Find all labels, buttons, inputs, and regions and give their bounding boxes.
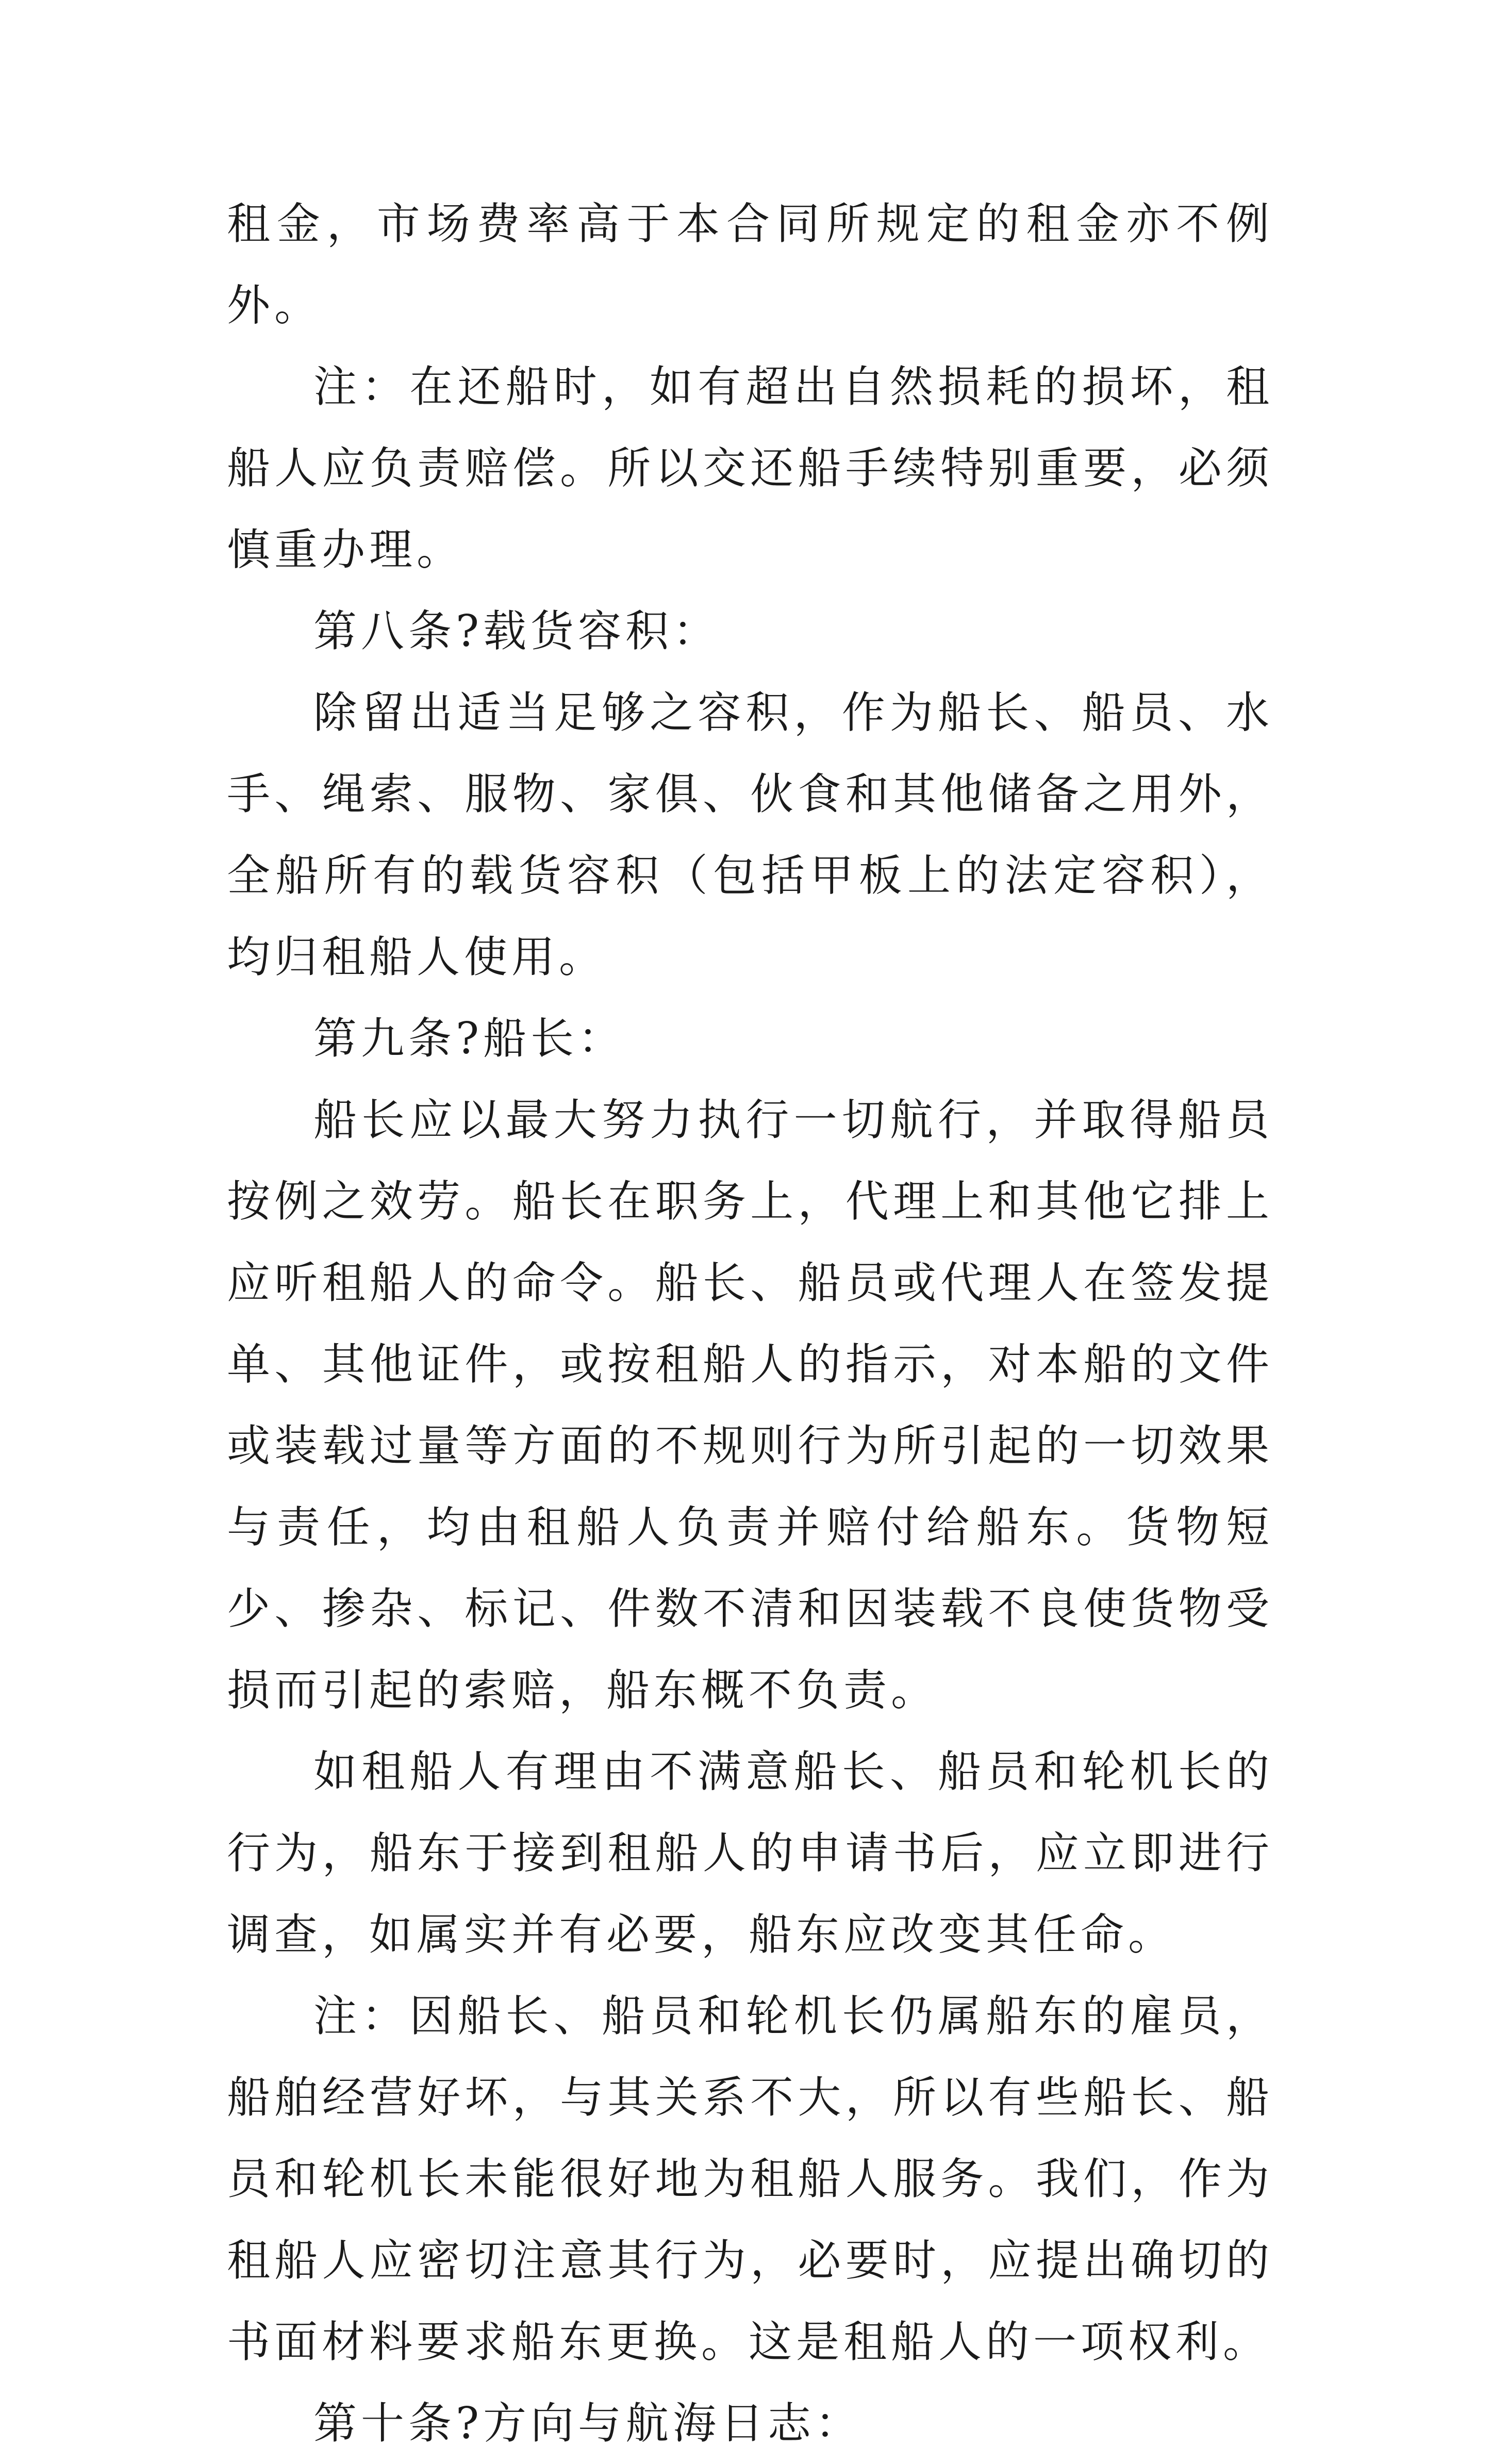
paragraph-article-8-body: 除留出适当足够之容积，作为船长、船员、水手、绳索、服物、家俱、伙食和其他储备之用外，全船所有的载货容积（包括甲板上的法定容积），均归租船人使用。 bbox=[227, 687, 1273, 982]
paragraph-note-crew: 注：因船长、船员和轮机长仍属船东的雇员，船舶经营好坏，与其关系不大，所以有些船长、船员和轮机长未能很好地为租船人服务。我们，作为租船人应密切注意其行为，必要时，应提出确切的书面材料要求船东更换。这是租船人的一项权利。 bbox=[227, 1991, 1273, 2367]
heading-article-10: 第十条?方向与航海日志： bbox=[313, 2398, 863, 2449]
heading-article-9: 第九条?船长： bbox=[313, 1013, 626, 1064]
paragraph-rent-continuation: 租金，市场费率高于本合同所规定的租金亦不例外。 bbox=[227, 199, 1273, 330]
paragraph-note-return: 注：在还船时，如有超出自然损耗的损坏，租船人应负责赔偿。所以交还船手续特别重要，必须慎重办理。 bbox=[227, 361, 1273, 575]
heading-article-8: 第八条?载货容积： bbox=[313, 606, 721, 656]
paragraph-article-9-dissatisfaction: 如租船人有理由不满意船长、船员和轮机长的行为，船东于接到租船人的申请书后，应立即进行调查，如属实并有必要，船东应改变其任命。 bbox=[227, 1746, 1273, 1960]
paragraph-article-9-body: 船长应以最大努力执行一切航行，并取得船员按例之效劳。船长在职务上，代理上和其他它排上应听租船人的命令。船长、船员或代理人在签发提单、其他证件，或按租船人的指示，对本船的文件或装载过量等方面的不规则行为所引起的一切效果与责任，均由租船人负责并赔付给船东。货物短少、掺杂、标记、件数不清和因装载不良使货物受损而引起的索赔，船东概不负责。 bbox=[227, 1095, 1273, 1715]
document-body bbox=[227, 183, 1273, 2464]
